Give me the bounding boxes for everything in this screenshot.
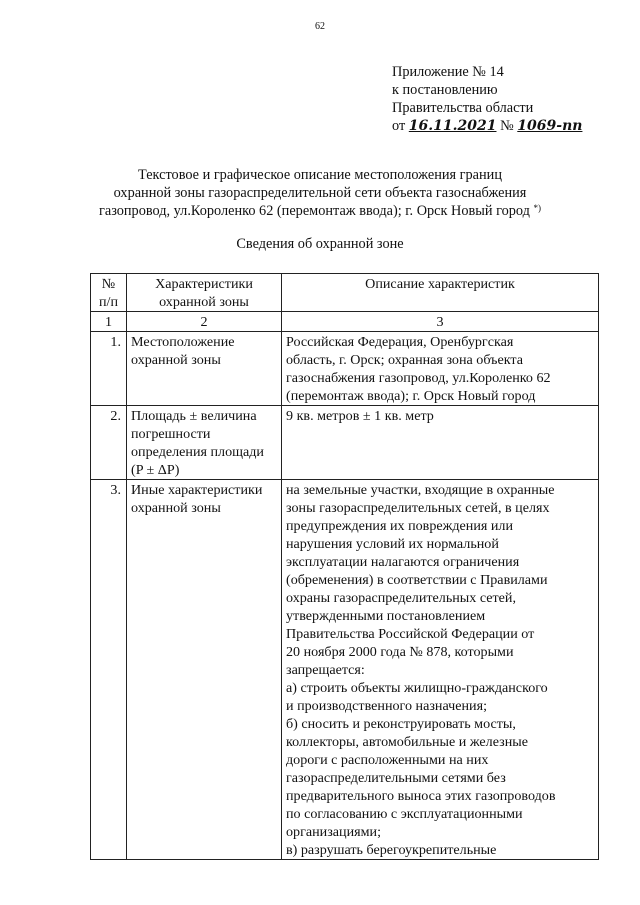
characteristic-line: охранной зоны [131, 500, 221, 516]
row-characteristic [127, 480, 282, 860]
characteristic-line: Местоположение [131, 334, 235, 350]
characteristic-line: охранной зоны [131, 352, 221, 368]
row-number: 2. [91, 406, 127, 480]
appendix-line-3: Правительства области [392, 100, 534, 116]
description-line: организациями; [286, 824, 381, 840]
characteristic-line: Площадь ± величина [131, 408, 257, 424]
description-line: охраны газораспределительных сетей, [286, 590, 516, 606]
row-description [282, 332, 599, 406]
description-line: газораспределительными сетями без [286, 770, 506, 786]
description-line: предупреждения их повреждения или [286, 518, 514, 534]
appendix-block [392, 63, 582, 135]
date-prefix: от [392, 118, 406, 134]
header-characteristics-2: охранной зоны [159, 294, 249, 310]
col-number-1: 1 [91, 312, 127, 332]
description-line: нарушения условий их нормальной [286, 536, 499, 552]
number-prefix: № [500, 118, 514, 134]
header-col-description [282, 274, 599, 312]
description-line: предварительного выноса этих газопроводов [286, 788, 556, 804]
row-characteristic [127, 332, 282, 406]
description-line: (перемонтаж ввода); г. Орск Новый город [286, 388, 536, 404]
section-subtitle: Сведения об охранной зоне [236, 236, 404, 252]
table-row [91, 480, 599, 860]
footnote-mark: *) [533, 203, 541, 213]
description-line: в) разрушать берегоукрепительные [286, 842, 497, 858]
description-line: запрещается: [286, 662, 365, 678]
handwritten-date: 16.11.2021 [408, 118, 497, 134]
header-description: Описание характеристик [365, 276, 515, 292]
title-line-1: Текстовое и графическое описание местоположения границ [138, 167, 502, 183]
appendix-date-line [392, 117, 582, 135]
description-line: эксплуатации налагаются ограничения [286, 554, 520, 570]
description-line: 9 кв. метров ± 1 кв. метр [286, 408, 434, 424]
col-number-2: 2 [127, 312, 282, 332]
row-description [282, 480, 599, 860]
document-title [60, 166, 580, 220]
row-characteristic [127, 406, 282, 480]
description-line: 20 ноября 2000 года № 878, которыми [286, 644, 514, 660]
description-line: по согласованию с эксплуатационными [286, 806, 523, 822]
description-line: область, г. Орск; охранная зона объекта [286, 352, 523, 368]
characteristic-line: погрешности [131, 426, 211, 442]
description-line: на земельные участки, входящие в охранные [286, 482, 555, 498]
description-line: а) строить объекты жилищно-гражданского [286, 680, 548, 696]
appendix-line-1: Приложение № 14 [392, 64, 504, 80]
row-number: 3. [91, 480, 127, 860]
table-row [91, 332, 599, 406]
characteristic-line: Иные характеристики [131, 482, 263, 498]
header-characteristics-1: Характеристики [155, 276, 253, 292]
title-line-2: охранной зоны газораспределительной сети объекта газоснабжения [113, 185, 527, 201]
header-col-characteristics [127, 274, 282, 312]
description-line: зоны газораспределительных сетей, в целях [286, 500, 550, 516]
description-line: утвержденными постановлением [286, 608, 486, 624]
zone-table [90, 273, 599, 860]
header-number-sign: № [101, 276, 116, 292]
description-line: б) сносить и реконструировать мосты, [286, 716, 516, 732]
header-row [91, 274, 599, 312]
description-line: Правительства Российской Федерации от [286, 626, 535, 642]
column-number-row [91, 312, 599, 332]
handwritten-number: 1069-пп [517, 118, 583, 134]
title-line-3-text: газопровод, ул.Короленко 62 (перемонтаж ввода); г. Орск Новый город [98, 203, 530, 219]
description-line: коллекторы, автомобильные и железные [286, 734, 528, 750]
col-number-3: 3 [282, 312, 599, 332]
page-number: 62 [315, 21, 325, 32]
description-line: газоснабжения газопровод, ул.Короленко 62 [286, 370, 551, 386]
table-row [91, 406, 599, 480]
characteristic-line: (P ± ΔP) [131, 462, 180, 478]
header-pp: п/п [98, 294, 118, 310]
header-col-number [91, 274, 127, 312]
row-number: 1. [91, 332, 127, 406]
row-description [282, 406, 599, 480]
title-line-3 [60, 202, 580, 220]
description-line: дороги с расположенными на них [286, 752, 489, 768]
appendix-line-2: к постановлению [392, 82, 498, 98]
description-line: Российская Федерация, Оренбургская [286, 334, 514, 350]
description-line: и производственного назначения; [286, 698, 487, 714]
description-line: (обременения) в соответствии с Правилами [286, 572, 548, 588]
characteristic-line: определения площади [131, 444, 264, 460]
